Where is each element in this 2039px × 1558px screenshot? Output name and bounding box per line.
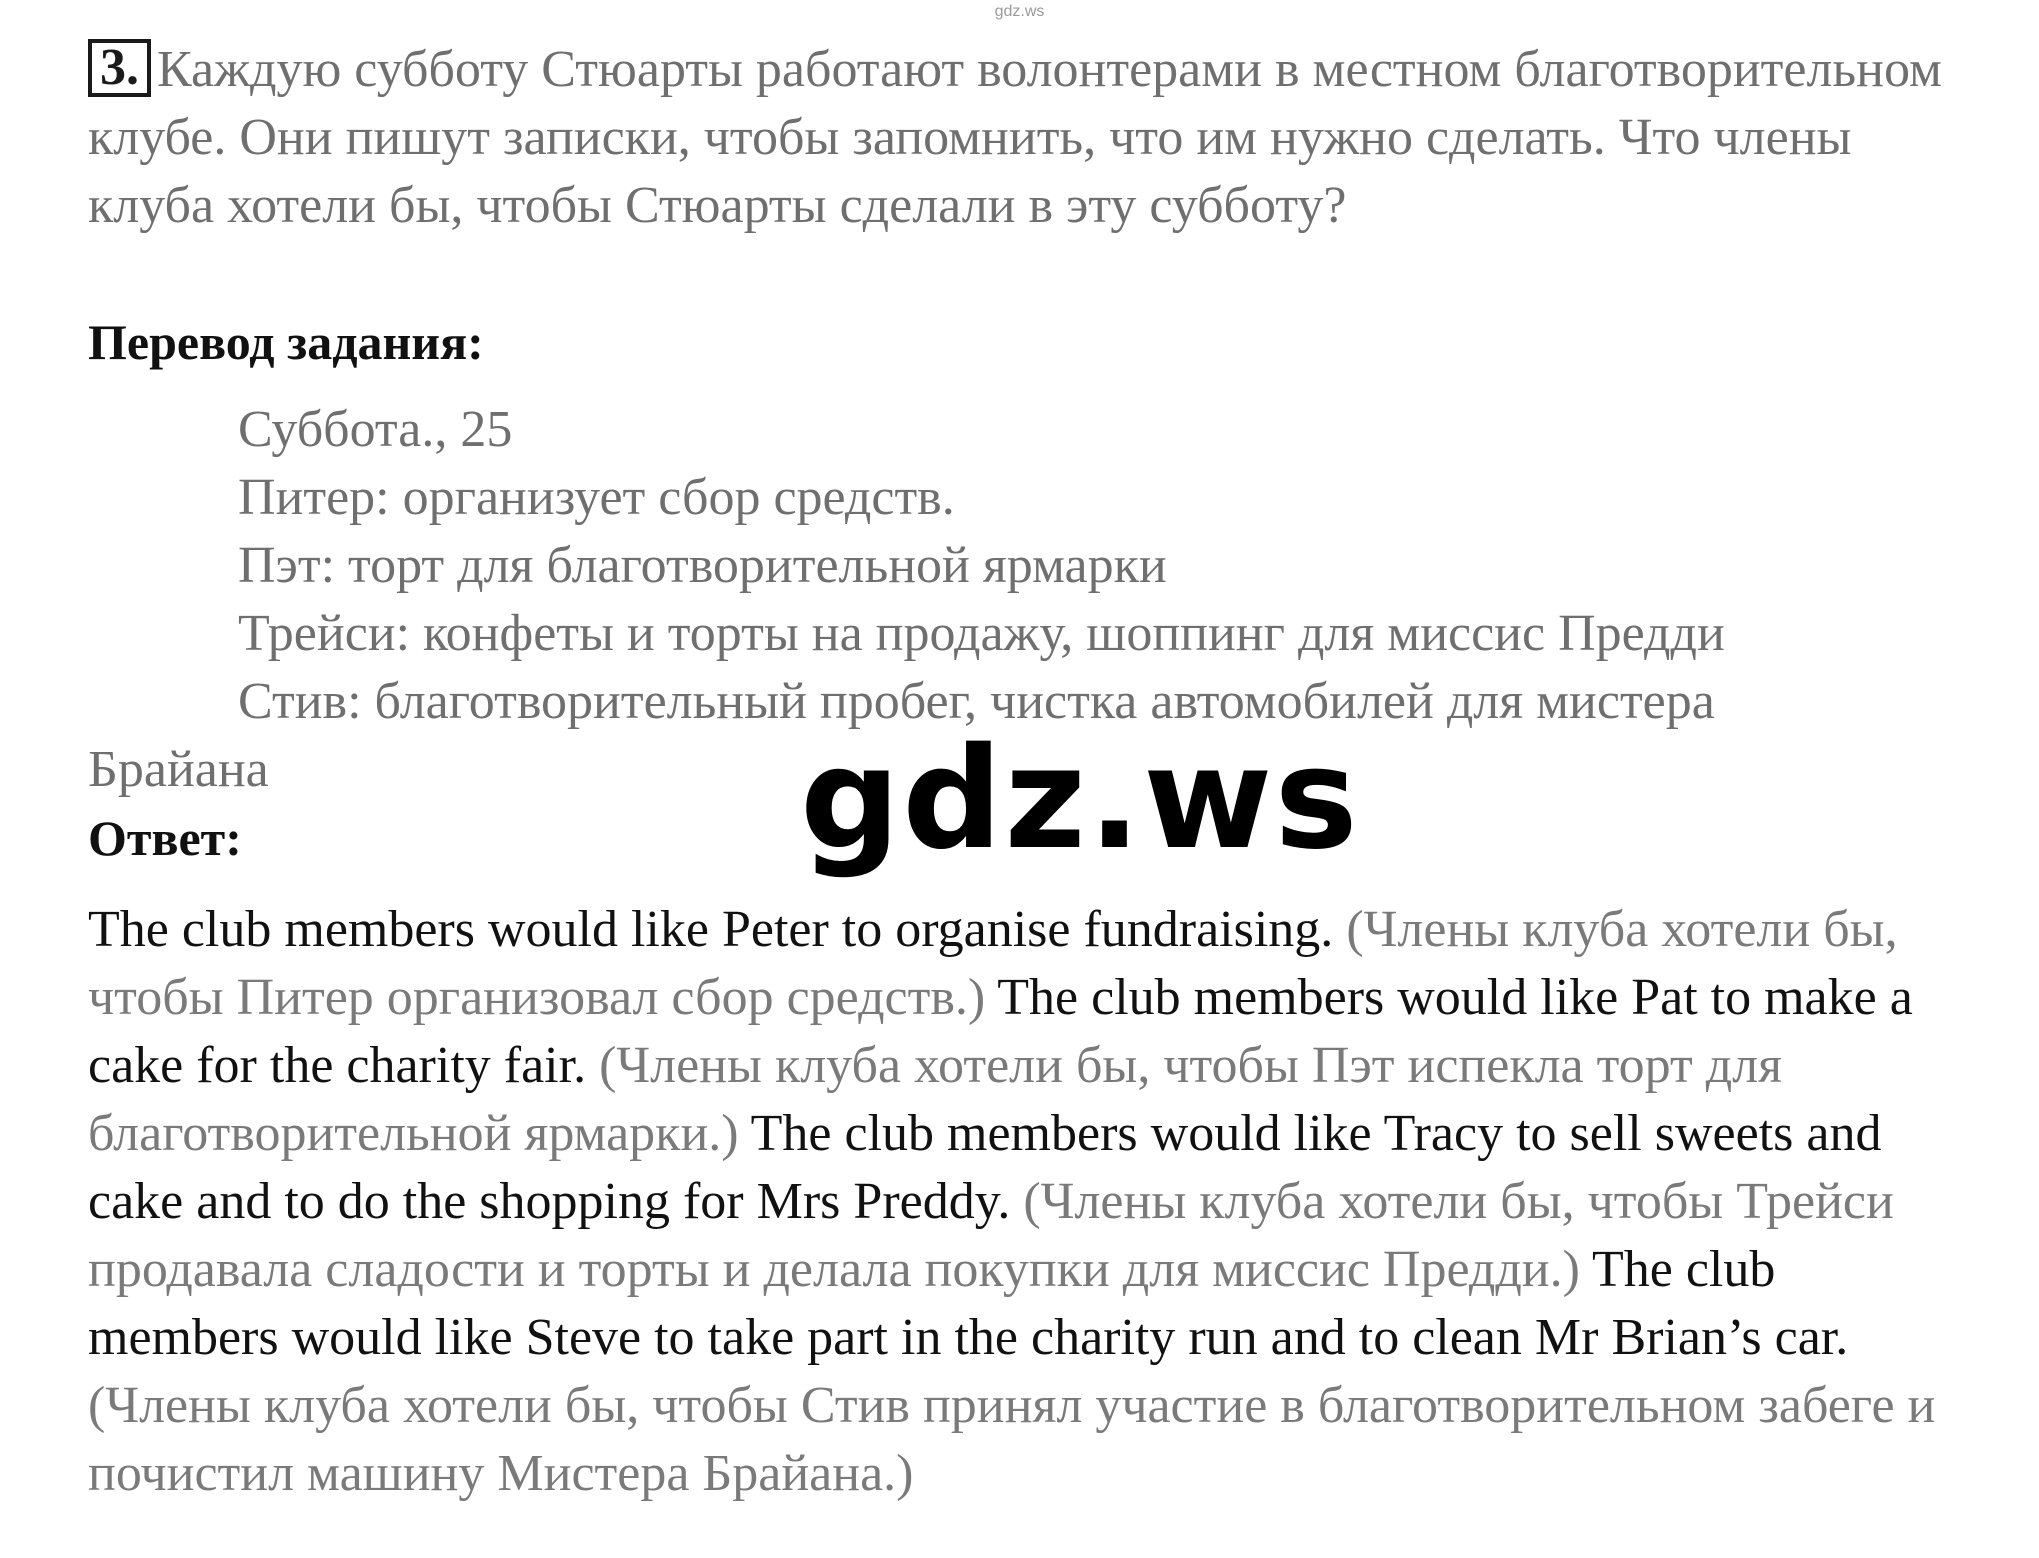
center-watermark: gdz.ws	[800, 718, 1360, 881]
note-line: Пэт: торт для благотворительной ярмарки	[238, 537, 1167, 594]
answer-english-sentence: The club members would like Steve to take part in the charity run and to clean Mr Brian’s car.	[88, 1241, 1849, 1366]
task-number-box: 3.	[88, 39, 151, 97]
answer-english-sentence: The club members would like Peter to organise fundraising.	[88, 901, 1334, 958]
answer-paragraph	[88, 896, 1968, 1508]
answer-russian-translation: (Члены клуба хотели бы, чтобы Питер организовал сбор средств.)	[88, 901, 1898, 1026]
notes-list	[238, 396, 1998, 736]
note-line-continuation: Брайана	[88, 741, 269, 798]
answer-russian-translation: (Члены клуба хотели бы, чтобы Пэт испекла торт для благотворительной ярмарки.)	[88, 1037, 1783, 1162]
answer-heading: Ответ:	[88, 810, 242, 866]
note-line: Питер: организует сбор средств.	[238, 469, 955, 526]
answer-russian-translation: (Члены клуба хотели бы, чтобы Трейси продавала сладости и торты и делала покупки для миссис Предди.)	[88, 1173, 1894, 1298]
note-line: Стив: благотворительный пробег, чистка автомобилей для мистера	[238, 673, 1715, 730]
answer-russian-translation: (Члены клуба хотели бы, чтобы Стив принял участие в благотворительном забеге и почистил машину Мистера Брайана.)	[88, 1377, 1936, 1502]
task-paragraph	[88, 36, 1988, 240]
answer-english-sentence: The club members would like Tracy to sell sweets and cake and to do the shopping for Mrs Preddy.	[88, 1105, 1882, 1230]
translation-heading: Перевод задания:	[88, 314, 484, 370]
note-line: Суббота., 25	[238, 401, 513, 458]
answer-english-sentence: The club members would like Pat to make a cake for the charity fair.	[88, 969, 1913, 1094]
task-text: Каждую субботу Стюарты работают волонтерами в местном благотворительном клубе. Они пишут записки, чтобы запомнить, что им нужно сделать. Что члены клуба хотели бы, чтобы Стюарты сделали в эту субботу?	[88, 41, 1942, 234]
top-watermark: gdz.ws	[994, 3, 1045, 20]
note-line: Трейси: конфеты и торты на продажу, шоппинг для миссис Предди	[238, 605, 1725, 662]
